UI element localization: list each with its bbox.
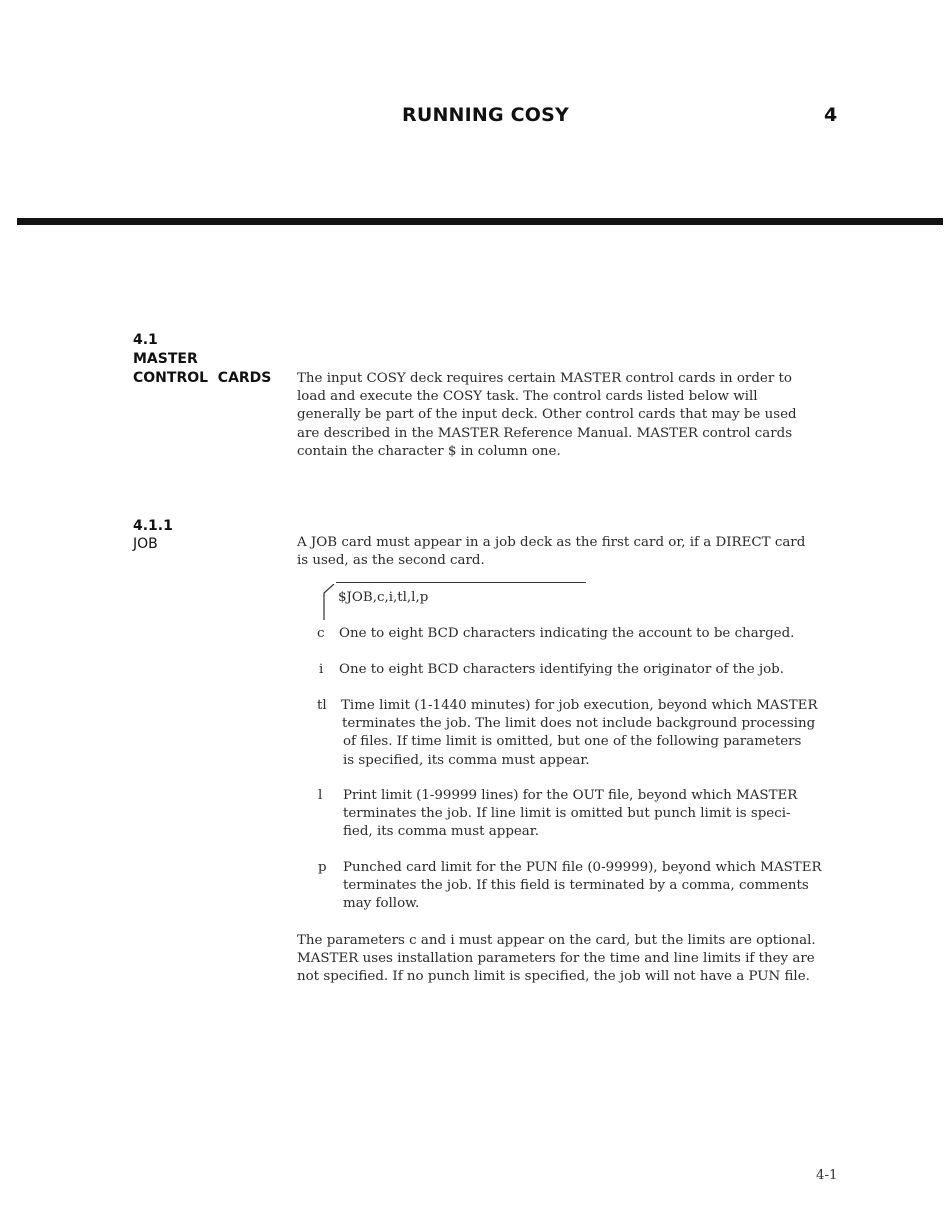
- section-number: 4.1: [133, 332, 158, 348]
- text-line: not specified. If no punch limit is specified, the job will not have a PUN file.: [297, 969, 810, 985]
- subsection-number: 4.1.1: [133, 518, 173, 534]
- text-line: Time limit (1-1440 minutes) for job execution, beyond which MASTER: [341, 698, 818, 713]
- param-description: [341, 697, 861, 770]
- text-line: contain the character $ in column one.: [297, 443, 561, 459]
- text-line: The parameters c and i must appear on the card, but the limits are optional.: [297, 933, 816, 948]
- text-line: may follow.: [343, 896, 420, 912]
- text-line: are described in the MASTER Reference Manual. MASTER control cards: [297, 425, 793, 441]
- text-line: of files. If time limit is omitted, but one of the following parameters: [343, 734, 802, 750]
- text-line: generally be part of the input deck. Other control cards that may be used: [297, 407, 797, 423]
- closing-paragraph: [297, 932, 857, 987]
- card-format: $JOB,c,i,tl,l,p: [338, 590, 429, 605]
- chapter-number: 4: [824, 104, 838, 126]
- text-line: is specified, its comma must appear.: [343, 752, 590, 768]
- text-line: fied, its comma must appear.: [343, 824, 539, 840]
- page-number: 4-1: [816, 1168, 838, 1183]
- text-line: Punched card limit for the PUN file (0-99999), beyond which MASTER: [343, 860, 822, 875]
- section-title-line2: CONTROL CARDS: [133, 370, 272, 386]
- text-line: load and execute the COSY task. The control cards listed below will: [297, 389, 758, 405]
- section-4-1-paragraph: [297, 370, 857, 461]
- chapter-title: RUNNING COSY: [402, 104, 569, 126]
- text-line: terminates the job. The limit does not include background processing: [342, 716, 816, 732]
- card-corner-icon: [321, 584, 335, 620]
- text-line: One to eight BCD characters indicating the account to be charged.: [339, 626, 795, 641]
- text-line: A JOB card must appear in a job deck as the first card or, if a DIRECT card: [297, 535, 806, 550]
- param-description: [339, 625, 859, 643]
- param-description: [339, 661, 859, 679]
- text-line: One to eight BCD characters identifying the originator of the job.: [339, 662, 784, 677]
- param-letter: c: [317, 626, 325, 641]
- text-line: terminates the job. If line limit is omitted but punch limit is speci-: [343, 806, 791, 822]
- text-line: Print limit (1-99999 lines) for the OUT file, beyond which MASTER: [343, 788, 798, 803]
- card-format-rule: [336, 582, 586, 583]
- subsection-title: JOB: [133, 536, 158, 552]
- param-description: [343, 859, 863, 914]
- param-letter: l: [318, 788, 323, 803]
- param-letter: p: [318, 860, 327, 875]
- job-intro-paragraph: [297, 534, 857, 570]
- param-letter: tl: [317, 698, 327, 713]
- text-line: terminates the job. If this field is terminated by a comma, comments: [343, 878, 809, 894]
- text-line: The input COSY deck requires certain MASTER control cards in order to: [297, 371, 792, 386]
- text-line: MASTER uses installation parameters for the time and line limits if they are: [297, 951, 815, 967]
- text-line: is used, as the second card.: [297, 553, 485, 569]
- section-title-line1: MASTER: [133, 351, 198, 367]
- param-description: [343, 787, 863, 842]
- param-letter: i: [319, 662, 324, 677]
- header-rule: [17, 218, 943, 225]
